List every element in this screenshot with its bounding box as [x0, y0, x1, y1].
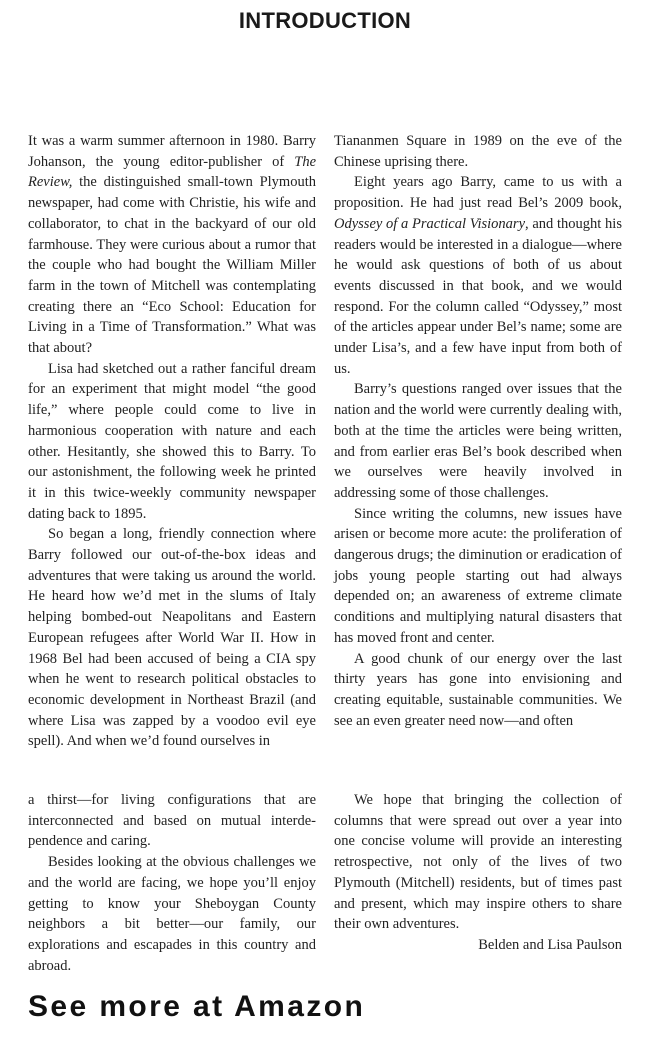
text-column-left-bottom: [28, 790, 316, 976]
paragraph: A good chunk of our energy over the last thirty years has gone into envisioning and creating equitable, sustainable communities. We see an even greater need now—and often: [334, 650, 622, 729]
italic-title: The Review,: [28, 153, 316, 191]
paragraph: Since writing the columns, new issues have arisen or become more acute: the proliferation of dangerous drugs; the diminution or eradication of jobs young people starting out had always depended on; an awareness of extreme climate conditions and multiplying natural disasters that has moved front and center.: [334, 505, 622, 646]
paragraph: a thirst—for living configurations that are interconnected and based on mutual interdependence and caring.: [28, 792, 316, 850]
paragraph: Eight years ago Barry, came to us with a proposition. He had just read Bel’s 2009 book, Odyssey of a Practical Visionary, and thought his readers would be interested in a dialogue—where he would ask questions of both of us about events discussed in that book, and we would respond. For the column called “Odyssey,” most of the articles appear under Bel’s name; some are under Lisa’s, and a few have input from both of us.: [334, 174, 622, 377]
paragraph: Lisa had sketched out a rather fanciful dream for an experiment that might model “the good life,” where people could come to live in harmonious cooperation with nature and each other. Hesitantly, she showed this to Barry. To our astonishment, the following week he printed it in this twice-weekly community newspaper dating back to 1895.: [28, 360, 316, 522]
text-column-right-top: [334, 131, 622, 731]
paragraph: Barry’s questions ranged over issues that the nation and the world were currently dealing with, both at the time the articles were being written, and from earlier eras Bel’s book described when we ourselves were heavily involved in addressing some of those challenges.: [334, 381, 622, 501]
italic-title: Odyssey of a Practical Visionary: [334, 215, 526, 232]
text-column-right-bottom: [334, 790, 622, 956]
paragraph: Tiananmen Square in 1989 on the eve of the Chinese uprising there.: [334, 133, 622, 170]
text-column-left-top: [28, 131, 316, 752]
paragraph: We hope that bringing the collection of columns that were spread out over a year into one concise volume will provide an interesting retrospective, not only of the lives of two Plymouth (Mitchell) residents, but of times past and present, which may inspire others to share their own adventures.: [334, 792, 622, 933]
see-more-amazon-link[interactable]: See more at Amazon: [28, 990, 366, 1023]
paragraph: So began a long, friendly connection where Barry followed our out-of-the-box ideas and adventures that were taking us around the world. He heard how we’d met in the slums of Italy helping bombed-out Neapolitans and Eastern European refugees after World War II. How in 1968 Bel had been accused of being a CIA spy when he went to research political obstacles to economic development in Northeast Brazil (and where Lisa was zapped by a voodoo evil eye spell). And when we’d found ourselves in: [28, 526, 316, 750]
author-signature: Belden and Lisa Paulson: [478, 936, 622, 953]
page-title: INTRODUCTION: [238, 8, 412, 33]
paragraph: Besides looking at the obvious challenges we and the world are facing, we hope you’ll enjoy getting to know your Sheboygan County neighbors a bit better—our family, our explorations and escapades in this country and abroad.: [28, 854, 316, 974]
paragraph: It was a warm summer afternoon in 1980. Barry Johanson, the young editor-publisher of The Review, the distinguished small-town Plymouth newspaper, had come with Christie, his wife and collaborator, to chat in the backyard of our old farmhouse. They were curious about a rumor that the couple who had bought the William Miller farm in the town of Mitchell was contemplating creating there an “Eco School: Education for Living in a Time of Transformation.” What was that about?: [28, 133, 316, 357]
